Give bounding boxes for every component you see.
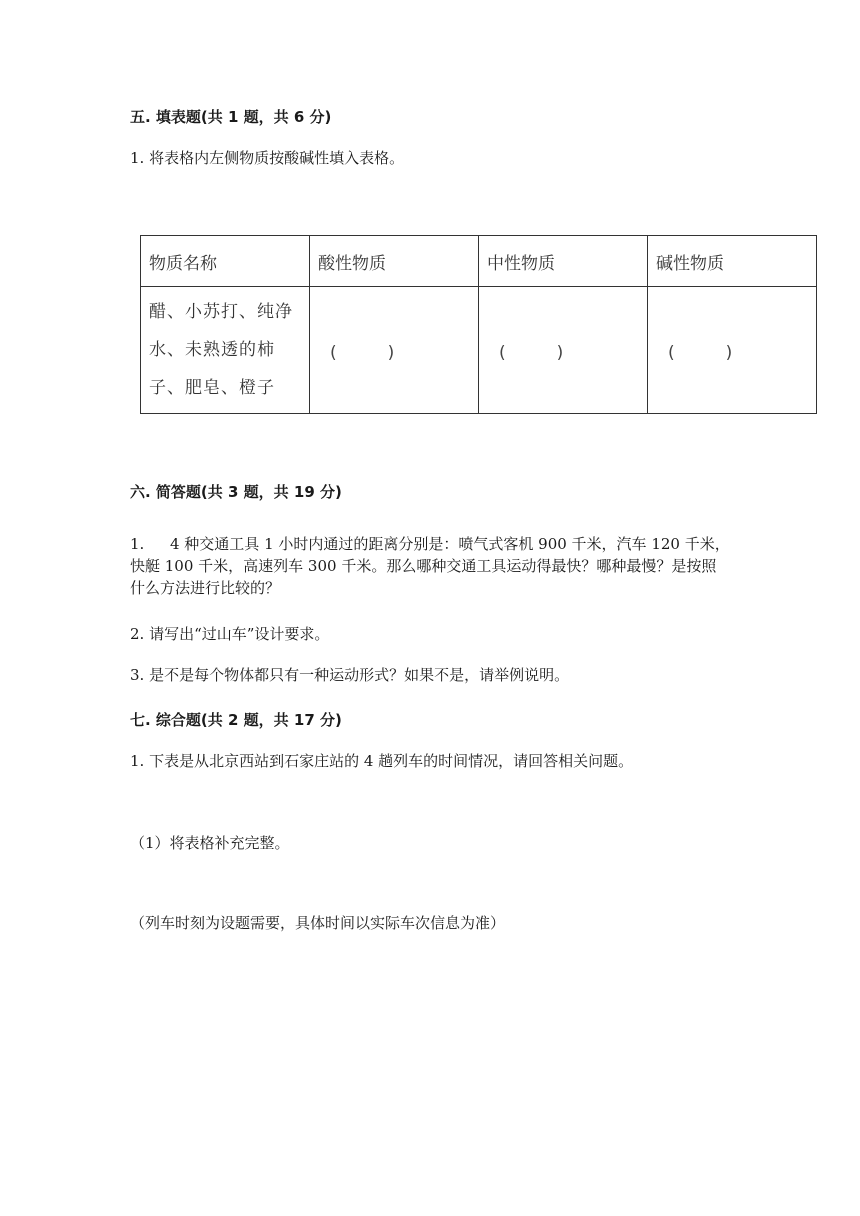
table-row — [141, 287, 817, 414]
header-alkaline: 碱性物质 — [648, 236, 817, 287]
section7-title: 七. 综合题(共 2 题，共 17 分) — [130, 711, 342, 729]
header-acidic: 酸性物质 — [310, 236, 479, 287]
section7-question1: 1. 下表是从北京西站到石家庄站的 4 趟列车的时间情况，请回答相关问题。 — [130, 752, 634, 770]
section6-question2: 2. 请写出“过山车”设计要求。 — [130, 625, 330, 643]
neutral-blank[interactable]: ( ) — [479, 287, 648, 414]
acidic-blank[interactable]: ( ) — [310, 287, 479, 414]
header-substance-name: 物质名称 — [141, 236, 310, 287]
substance-list: 醋、小苏打、纯净水、未熟透的柿子、肥皂、橙子 — [141, 287, 310, 414]
question-number: 1. — [130, 535, 145, 553]
section6-question3: 3. 是不是每个物体都只有一种运动形式？如果不是，请举例说明。 — [130, 666, 570, 684]
acid-base-table — [140, 235, 817, 414]
question1-text: 4 种交通工具 1 小时内通过的距离分别是：喷气式客机 900 千米，汽车 120 千米，快艇 100 千米，高速列车 300 千米。那么哪种交通工具运动得最快？哪种最慢？是按照什么方法进行比较的？ — [130, 535, 730, 597]
alkaline-blank[interactable]: ( ) — [648, 287, 817, 414]
section6-question1 — [130, 533, 730, 599]
section7-subquestion1: （1）将表格补充完整。 — [130, 834, 290, 852]
table-header-row — [141, 236, 817, 287]
section7-note: （列车时刻为设题需要，具体时间以实际车次信息为准） — [130, 914, 506, 932]
section5-question1: 1. 将表格内左侧物质按酸碱性填入表格。 — [130, 149, 405, 167]
section5-title: 五. 填表题(共 1 题，共 6 分) — [130, 108, 332, 126]
section6-title: 六. 简答题(共 3 题，共 19 分) — [130, 483, 342, 501]
header-neutral: 中性物质 — [479, 236, 648, 287]
